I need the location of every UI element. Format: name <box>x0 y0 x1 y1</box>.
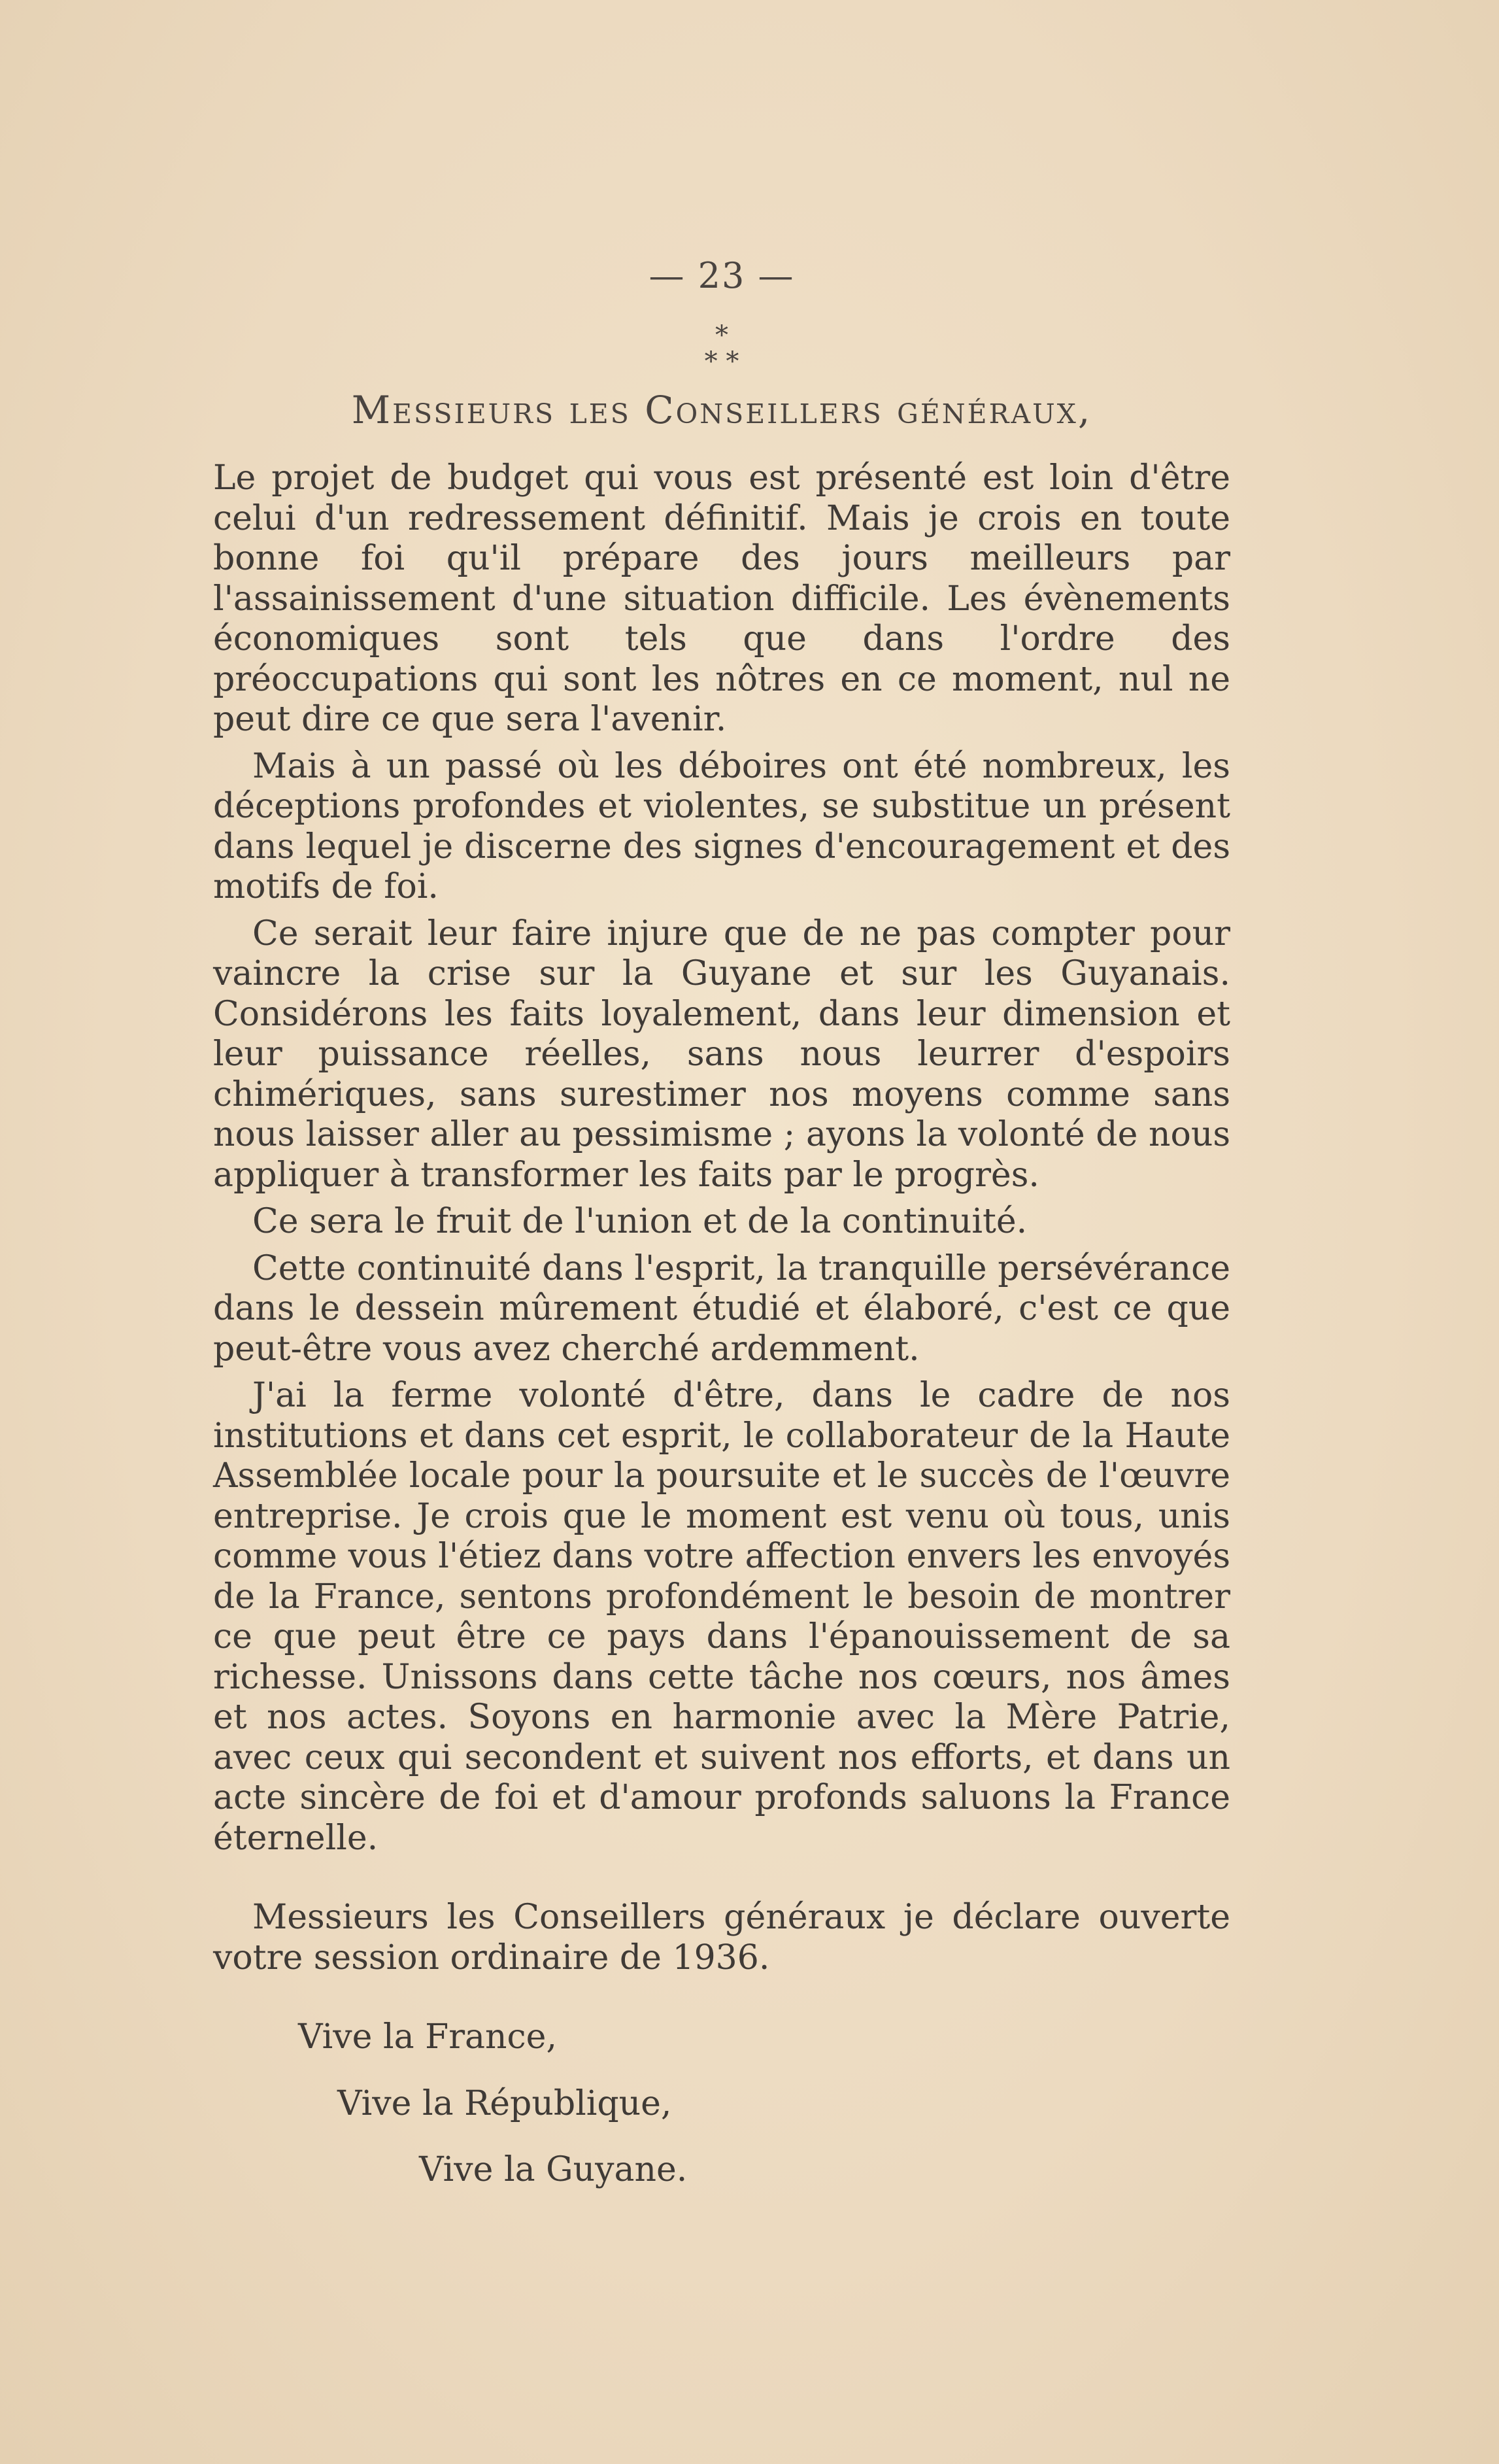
asterism-ornament <box>213 322 1230 375</box>
paragraph-4: Ce sera le fruit de l'union et de la continuité. <box>252 1202 1028 1241</box>
sign-off-line-1: Vive la France, <box>298 2017 557 2057</box>
page-number: — 23 — <box>648 255 795 296</box>
sign-off-block <box>213 2017 1230 2191</box>
closing-paragraph: Messieurs les Conseillers généraux je déclare ouverte votre session ordinaire de 1936. <box>213 1898 1230 1977</box>
salutation-heading: Messieurs les Conseillers généraux, <box>351 388 1092 432</box>
paragraph-5: Cette continuité dans l'esprit, la tranquille persévérance dans le dessein mûrement étudié et élaboré, c'est ce que peut-être vous avez cherché ardemment. <box>213 1248 1230 1369</box>
document-page <box>213 255 1230 2217</box>
sign-off-line-3: Vive la Guyane. <box>419 2150 688 2189</box>
asterism-top: * <box>715 320 728 351</box>
asterism-bottom: * * <box>704 347 739 377</box>
paragraph-6: J'ai la ferme volonté d'être, dans le cadre de nos institutions et dans cet esprit, le collaborateur de la Haute Assemblée locale pour la poursuite et le succès de l'œuvre entreprise. Je crois que le moment est venu où tous, unis comme vous l'étiez dans votre affection envers les envoyés de la France, sentons profondément le besoin de montrer ce que peut être ce pays dans l'épanouissement de sa richesse. Unissons dans cette tâche nos cœurs, nos âmes et nos actes. Soyons en harmonie avec la Mère Patrie, avec ceux qui secondent et suivent nos efforts, et dans un acte sincère de foi et d'amour profonds saluons la France éternelle. <box>213 1376 1230 1858</box>
paragraph-3: Ce serait leur faire injure que de ne pas compter pour vaincre la crise sur la Guyane et sur les Guyanais. Considérons les faits loyalement, dans leur dimension et leur puissance réelles, sans nous leurrer d'espoirs chimériques, sans surestimer nos moyens comme sans nous laisser aller au pessimisme ; ayons la volonté de nous appliquer à transformer les faits par le progrès. <box>213 914 1230 1195</box>
paragraph-2: Mais à un passé où les déboires ont été nombreux, les déceptions profondes et violentes, se substitue un présent dans lequel je discerne des signes d'encouragement et des motifs de foi. <box>213 746 1230 906</box>
sign-off-line-2: Vive la République, <box>337 2083 672 2123</box>
paragraph-1: Le projet de budget qui vous est présenté est loin d'être celui d'un redressement définitif. Mais je crois en toute bonne foi qu'il prépare des jours meilleurs par l'assainissement d'une situation difficile. Les évènements économiques sont tels que dans l'ordre des préoccupations qui sont les nôtres en ce moment, nul ne peut dire ce que sera l'avenir. <box>213 458 1230 739</box>
